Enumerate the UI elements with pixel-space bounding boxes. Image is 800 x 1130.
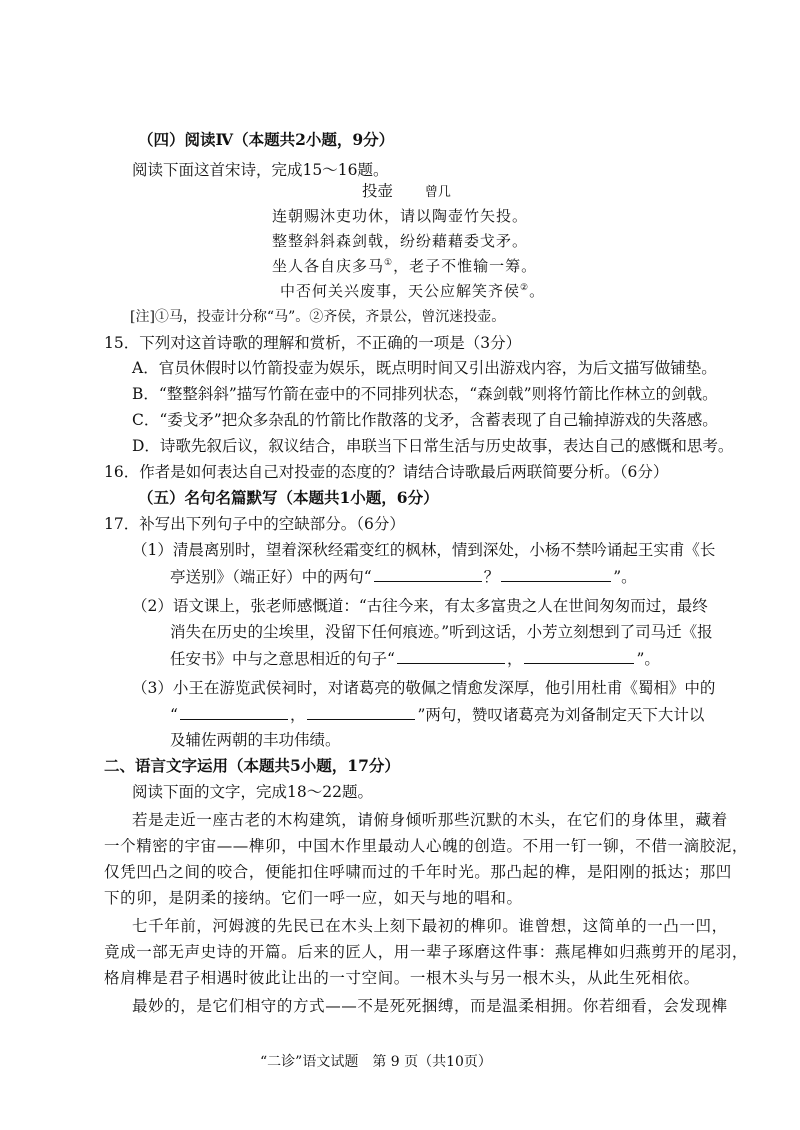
q17-item3-line2 bbox=[170, 704, 704, 725]
answer-blank[interactable] bbox=[307, 704, 415, 720]
answer-blank[interactable] bbox=[524, 648, 634, 664]
section5-heading: （五）名句名篇默写（本题共1小题，6分） bbox=[138, 488, 439, 507]
section4-intro: 阅读下面这首宋诗，完成15～16题。 bbox=[132, 161, 389, 179]
passage-p2-line2: 竟成一部无声史诗的开篇。后来的匠人，用一辈子琢磨这件事：燕尾榫如归燕剪开的尾羽， bbox=[104, 943, 749, 961]
q17-item3-line3: 及辅佐两朝的丰功伟绩。 bbox=[170, 731, 341, 749]
q17-item1-text-mid: ？ bbox=[483, 568, 500, 586]
q17-item2-line1: （2）语文课上，张老师感慨道：“古往今来，有太多富贵之人在世间匆匆而过，最终 bbox=[132, 597, 708, 615]
q17-item2-text-mid: ， bbox=[506, 650, 523, 668]
q17-item2-text-post: ”。 bbox=[636, 650, 660, 668]
q15-option-a: A．官员休假时以竹箭投壶为娱乐，既点明时间又引出游戏内容，为后文描写做铺垫。 bbox=[132, 359, 717, 377]
section4-heading: （四）阅读Ⅳ（本题共2小题，9分） bbox=[138, 130, 395, 149]
poem-line-3-a: 坐人各自庆多马 bbox=[272, 257, 385, 275]
poem-line-3-b: ，老子不惟输一筹。 bbox=[393, 257, 538, 275]
poem-title: 投壶 bbox=[362, 182, 394, 200]
poem-note: [注]①马，投壶计分称“马”。②齐侯，齐景公，曾沉迷投壶。 bbox=[130, 309, 506, 325]
poem-line-4 bbox=[280, 281, 545, 301]
passage-p1-line1: 若是走近一座古老的木构建筑，请俯身倾听那些沉默的木头，在它们的身体里，藏着 bbox=[132, 811, 728, 829]
part2-heading: 二、语言文字运用（本题共5小题，17分） bbox=[104, 756, 400, 775]
q17-item1-line2 bbox=[170, 566, 637, 587]
passage-p2-line1: 七千年前，河姆渡的先民已在木头上刻下最初的榫卯。谁曾想，这简单的一凸一凹， bbox=[132, 917, 728, 935]
answer-blank[interactable] bbox=[397, 648, 505, 664]
q15-option-b: B．“整整斜斜”描写竹箭在壶中的不同排列状态，“森剑戟”则将竹箭比作林立的剑戟。 bbox=[132, 385, 718, 403]
q17-stem: 17．补写出下列句子中的空缺部分。（6分） bbox=[104, 515, 405, 533]
q17-item2-line3 bbox=[170, 648, 660, 669]
q16-stem: 16．作者是如何表达自己对投壶的态度的？请结合诗歌最后两联简要分析。（6分） bbox=[104, 463, 669, 481]
passage-p1-line3: 仅凭凹凸之间的咬合，便能扣住呼啸而过的千年时光。那凸起的榫，是阳刚的抵达；那凹 bbox=[104, 863, 732, 881]
poem-line-3 bbox=[272, 256, 537, 276]
poem-line-1: 连朝赐沐吏功休，请以陶壶竹矢投。 bbox=[272, 207, 529, 225]
poem-title-line bbox=[362, 181, 451, 203]
q17-item3-text-mid: ， bbox=[289, 706, 306, 724]
q15-stem: 15．下列对这首诗歌的理解和赏析，不正确的一项是（3分） bbox=[104, 334, 522, 352]
q15-option-d: D．诗歌先叙后议，叙议结合，串联当下日常生活与历史故事，表达自己的感慨和思考。 bbox=[132, 437, 734, 455]
passage-p1-line4: 下的卯，是阴柔的接纳。它们一呼一应，如天与地的唱和。 bbox=[104, 889, 523, 907]
q17-item3-text-pre: “ bbox=[170, 706, 178, 724]
q17-item1-text-post: ”。 bbox=[613, 568, 637, 586]
poem-note-mark-2: ② bbox=[520, 283, 530, 293]
poem-line-4-b: 。 bbox=[529, 282, 546, 300]
poem-line-4-a: 中否何关兴废事，天公应解笑齐侯 bbox=[280, 282, 521, 300]
part2-intro: 阅读下面的文字，完成18～22题。 bbox=[132, 783, 373, 801]
poem-author: 曾几 bbox=[424, 185, 451, 200]
answer-blank[interactable] bbox=[180, 704, 288, 720]
answer-blank[interactable] bbox=[374, 566, 482, 582]
q17-item2-text-pre: 任安书》中与之意思相近的句子“ bbox=[170, 650, 395, 668]
passage-p1-line2: 一个精密的宇宙——榫卯，中国木作里最动人心魄的创造。不用一钉一铆，不借一滴胶泥， bbox=[104, 837, 749, 855]
q17-item3-text-post: ”两句，赞叹诸葛亮为刘备制定天下大计以 bbox=[417, 706, 705, 724]
page-footer: “二诊”语文试题 第 9 页（共10页） bbox=[260, 1054, 492, 1070]
q17-item3-line1: （3）小王在游览武侯祠时，对诸葛亮的敬佩之情愈发深厚，他引用杜甫《蜀相》中的 bbox=[132, 679, 716, 697]
q17-item1-text-pre: 亭送别》（端正好）中的两句“ bbox=[170, 568, 372, 586]
poem-note-mark-1: ① bbox=[384, 258, 394, 268]
answer-blank[interactable] bbox=[501, 566, 611, 582]
q15-option-c: C．“委戈矛”把众多杂乱的竹箭比作散落的戈矛，含蓄表现了自己输掉游戏的失落感。 bbox=[132, 411, 718, 429]
passage-p3-line1: 最妙的，是它们相守的方式——不是死死捆缚，而是温柔相拥。你若细看，会发现榫 bbox=[132, 997, 728, 1015]
poem-line-2: 整整斜斜森剑戟，纷纷藉藉委戈矛。 bbox=[272, 232, 529, 250]
q17-item1-line1: （1）清晨离别时，望着深秋经霜变红的枫林，情到深处，小杨不禁吟诵起王实甫《长 bbox=[132, 541, 716, 559]
q17-item2-line2: 消失在历史的尘埃里，没留下任何痕迹。”听到这话，小芳立刻想到了司马迁《报 bbox=[170, 623, 713, 641]
passage-p2-line3: 格肩榫是君子相遇时彼此让出的一寸空间。一根木头与另一根木头，从此生死相依。 bbox=[104, 969, 700, 987]
